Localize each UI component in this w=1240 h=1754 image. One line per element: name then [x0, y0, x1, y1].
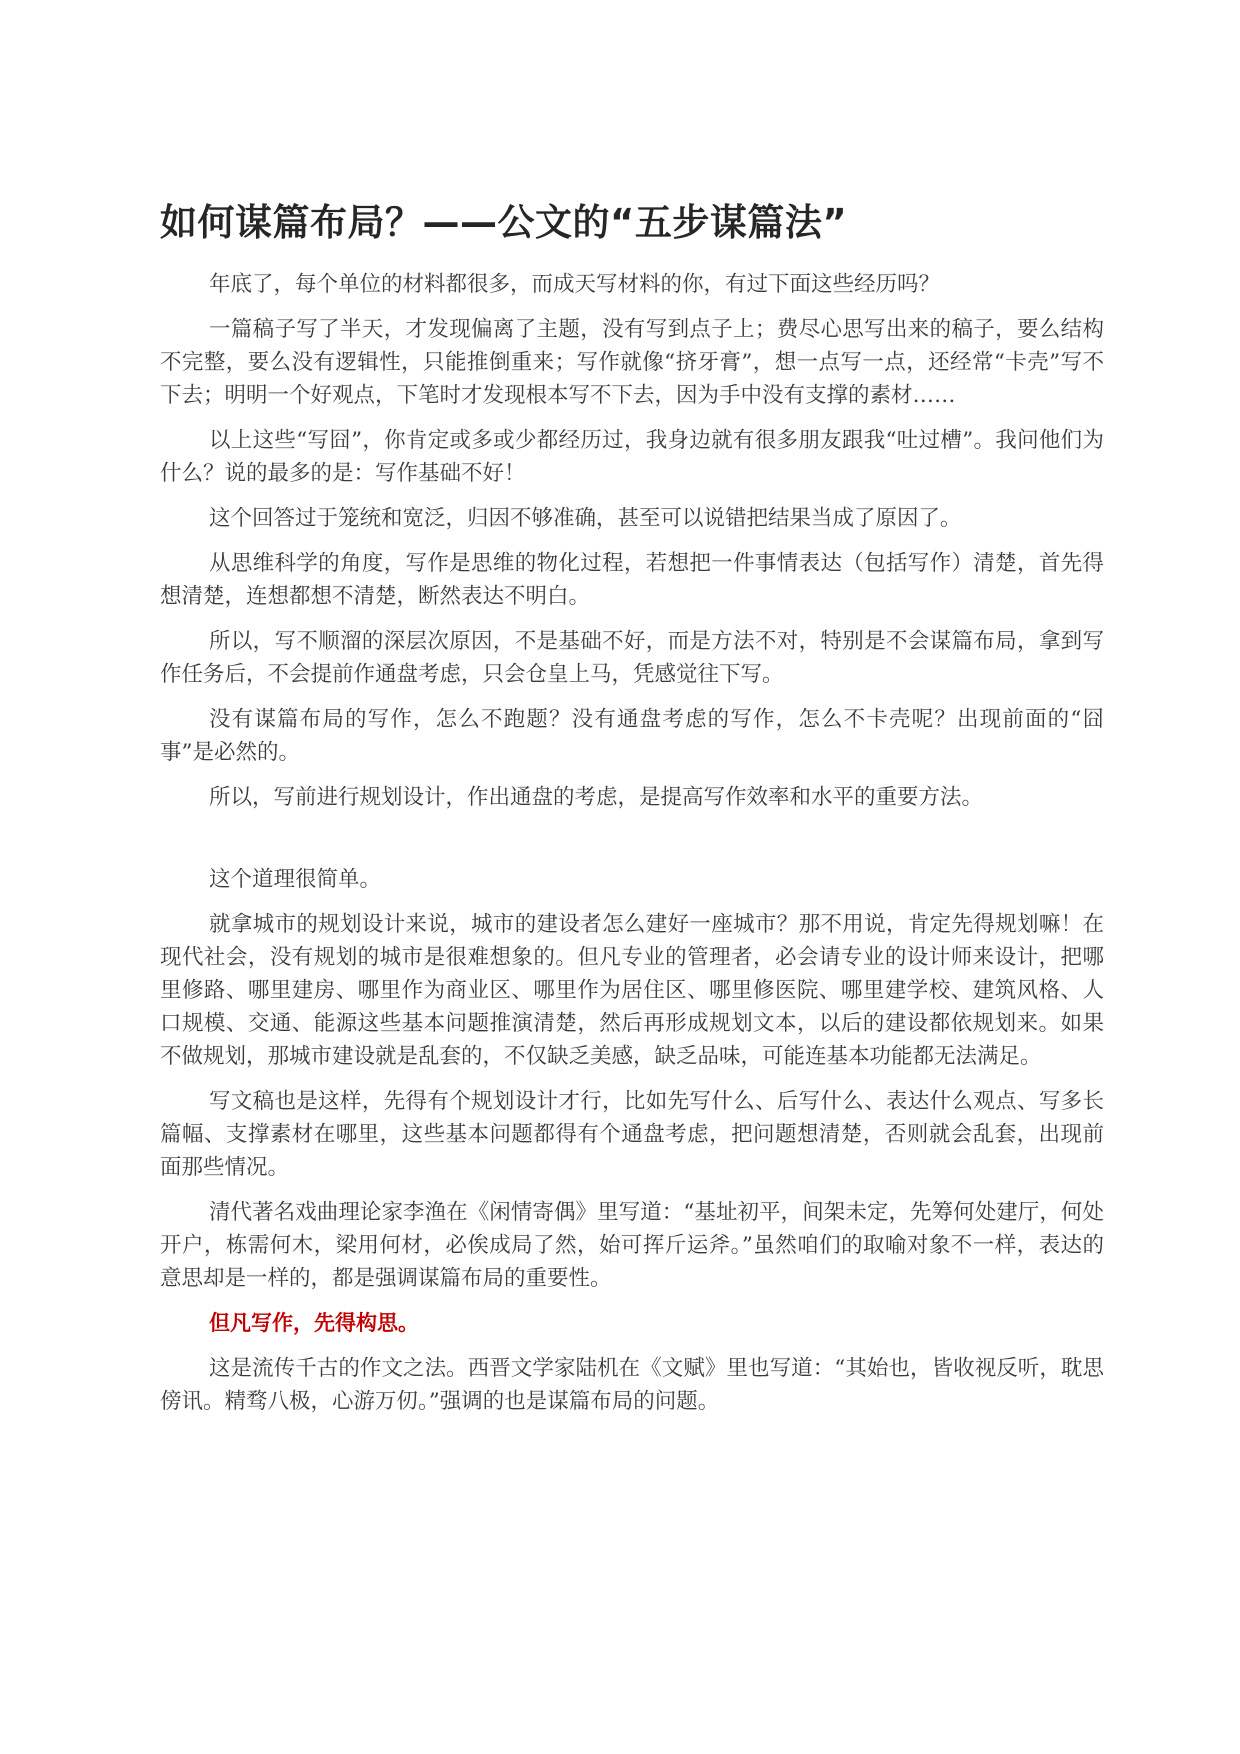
- paragraph-experiences: 一篇稿子写了半天，才发现偏离了主题，没有写到点子上；费尽心思写出来的稿子，要么结构不完整，要么没有逻辑性，只能推倒重来；写作就像“挤牙膏”，想一点写一点，还经常“卡壳”写不下去；明明一个好观点，下笔时才发现根本写不下去，因为手中没有支撑的素材……: [160, 317, 1104, 408]
- emphasis-heading: 但凡写作，先得构思。: [209, 1311, 419, 1335]
- paragraph-writing-plan: 写文稿也是这样，先得有个规划设计才行，比如先写什么、后写什么、表达什么观点、写多长篇幅、支撑素材在哪里，这些基本问题都得有个通盘考虑，把问题想清楚，否则就会乱套，出现前面那些情况。: [160, 1089, 1104, 1180]
- paragraph-vague-answer: 这个回答过于笼统和宽泛，归因不够准确，甚至可以说错把结果当成了原因了。: [209, 506, 962, 531]
- document-page: [160, 198, 1104, 1430]
- paragraph-planning-method: 所以，写前进行规划设计，作出通盘的考虑，是提高写作效率和水平的重要方法。: [209, 785, 984, 810]
- paragraph-no-planning: 没有谋篇布局的写作，怎么不跑题？没有通盘考虑的写作，怎么不卡壳呢？出现前面的“囧事”是必然的。: [160, 707, 1104, 765]
- paragraph-lu-ji-quote: 这是流传千古的作文之法。西晋文学家陆机在《文赋》里也写道：“其始也，皆收视反听，耽思傍讯。精骛八极，心游万仞。”强调的也是谋篇布局的问题。: [160, 1356, 1104, 1414]
- paragraph-li-yu-quote: 清代著名戏曲理论家李渔在《闲情寄偶》里写道：“基址初平，间架未定，先筹何处建厅，何处开户，栋需何木，梁用何材，必俟成局了然，始可挥斤运斧。”虽然咱们的取喻对象不一样，表达的意思却是一样的，都是强调谋篇布局的重要性。: [160, 1200, 1104, 1291]
- paragraph-deep-reason: 所以，写不顺溜的深层次原因，不是基础不好，而是方法不对，特别是不会谋篇布局，拿到写作任务后，不会提前作通盘考虑，只会仓皇上马，凭感觉往下写。: [160, 629, 1104, 687]
- paragraph-complaints: 以上这些“写囧”，你肯定或多或少都经历过，我身边就有很多朋友跟我“吐过槽”。我问他们为什么？说的最多的是：写作基础不好！: [160, 428, 1104, 486]
- paragraph-intro: 年底了，每个单位的材料都很多，而成天写材料的你，有过下面这些经历吗？: [209, 272, 941, 297]
- paragraph-city-planning: 就拿城市的规划设计来说，城市的建设者怎么建好一座城市？那不用说，肯定先得规划嘛！在现代社会，没有规划的城市是很难想象的。但凡专业的管理者，必会请专业的设计师来设计，把哪里修路、哪里建房、哪里作为商业区、哪里作为居住区、哪里修医院、哪里建学校、建筑风格、人口规模、交通、能源这些基本问题推演清楚，然后再形成规划文本，以后的建设都依规划来。如果不做规划，那城市建设就是乱套的，不仅缺乏美感，缺乏品味，可能连基本功能都无法满足。: [160, 912, 1104, 1069]
- paragraph-thinking-science: 从思维科学的角度，写作是思维的物化过程，若想把一件事情表达（包括写作）清楚，首先得想清楚，连想都想不清楚，断然表达不明白。: [160, 551, 1104, 609]
- paragraph-simple-reason: 这个道理很简单。: [209, 867, 382, 892]
- document-title: 如何谋篇布局？——公文的“五步谋篇法”: [160, 201, 848, 244]
